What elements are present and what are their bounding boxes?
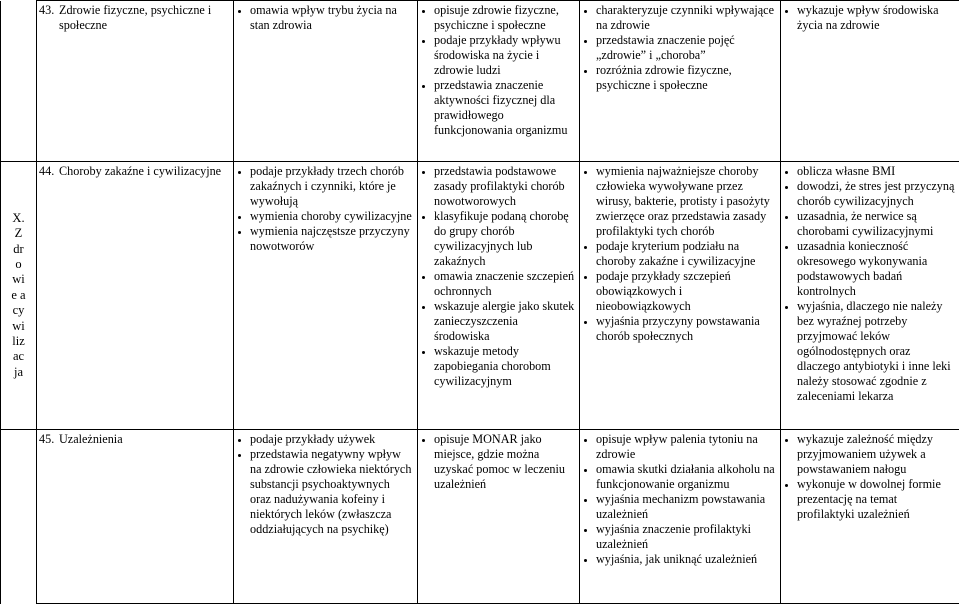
requirements-cell bbox=[580, 162, 781, 430]
lesson-topic: Choroby zakaźne i cywilizacyjne bbox=[59, 164, 222, 178]
list-item: • podaje przykłady wpływu środowiska na życie i zdrowie ludzi bbox=[434, 33, 575, 78]
list-item: • opisuje wpływ palenia tytoniu na zdrowie bbox=[596, 432, 776, 462]
requirements-cell bbox=[418, 1, 580, 162]
list-item: • omawia znaczenie szczepień ochronnych bbox=[434, 269, 575, 299]
list-item: • wykazuje wpływ środowiska życia na zdrowie bbox=[797, 3, 955, 33]
list-item: • wyjaśnia mechanizm powstawania uzależnień bbox=[596, 492, 776, 522]
topic-cell bbox=[37, 430, 234, 604]
list-item: • dowodzi, że stres jest przyczyną chorób cywilizacyjnych bbox=[797, 179, 955, 209]
list-item: • wyjaśnia znaczenie profilaktyki uzależnień bbox=[596, 522, 776, 552]
table-row bbox=[1, 430, 959, 604]
list-item: • wymienia najważniejsze choroby człowieka wywoływane przez wirusy, bakterie, protisty i pasożyty zwierzęce oraz przedstawia zasady profilaktyki tych chorób bbox=[596, 164, 776, 239]
list-item: • przedstawia znaczenie pojęć „zdrowie” i „choroba” bbox=[596, 33, 776, 63]
list-item: • opisuje MONAR jako miejsce, gdzie można uzyskać pomoc w leczeniu uzależnień bbox=[434, 432, 575, 492]
requirements-cell bbox=[580, 430, 781, 604]
requirements-cell bbox=[234, 1, 418, 162]
requirements-cell bbox=[234, 162, 418, 430]
list-item: • podaje przykłady trzech chorób zakaźnych i czynniki, które je wywołują bbox=[250, 164, 413, 209]
table-row bbox=[1, 162, 959, 430]
topic-cell bbox=[37, 162, 234, 430]
list-item: • wymienia najczęstsze przyczyny nowotworów bbox=[250, 224, 413, 254]
lesson-number: 44. bbox=[39, 164, 55, 178]
list-item: • wyjaśnia przyczyny powstawania chorób społecznych bbox=[596, 314, 776, 344]
list-item: • przedstawia znaczenie aktywności fizycznej dla prawidłowego funkcjonowania organizmu bbox=[434, 78, 575, 138]
list-item: • wyjaśnia, dlaczego nie należy bez wyraźnej potrzeby przyjmować leków ogólnodostępnych oraz dlaczego antybiotyki i inne leki należy stosować zgodnie z zaleceniami lekarza bbox=[797, 299, 955, 404]
list-item: • przedstawia negatywny wpływ na zdrowie człowieka niektórych substancji psychoaktywnych oraz nadużywania kofeiny i niektórych leków (zwłaszcza oddziałujących na psychikę) bbox=[250, 447, 413, 537]
list-item: • opisuje zdrowie fizyczne, psychiczne i społeczne bbox=[434, 3, 575, 33]
list-item: • uzasadnia, że nerwice są chorobami cywilizacyjnymi bbox=[797, 209, 955, 239]
list-item: • charakteryzuje czynniki wpływające na zdrowie bbox=[596, 3, 776, 33]
lesson-topic: Zdrowie fizyczne, psychiczne i społeczne bbox=[59, 3, 212, 32]
list-item: • omawia wpływ trybu życia na stan zdrowia bbox=[250, 3, 413, 33]
list-item: • uzasadnia konieczność okresowego wykonywania podstawowych badań kontrolnych bbox=[797, 239, 955, 299]
list-item: • oblicza własne BMI bbox=[797, 164, 955, 179]
section-label: X. Z dr o wi e a cy wi liz ac ja bbox=[11, 210, 26, 379]
requirements-cell bbox=[234, 430, 418, 604]
list-item: • podaje przykłady szczepień obowiązkowych i nieobowiązkowych bbox=[596, 269, 776, 314]
requirements-cell bbox=[418, 162, 580, 430]
list-item: • klasyfikuje podaną chorobę do grupy chorób cywilizacyjnych lub zakaźnych bbox=[434, 209, 575, 269]
lesson-number: 43. bbox=[39, 3, 55, 17]
lesson-number: 45. bbox=[39, 432, 55, 446]
requirements-cell bbox=[580, 1, 781, 162]
requirements-cell bbox=[781, 1, 959, 162]
section-cell-empty bbox=[1, 1, 37, 162]
list-item: • wskazuje metody zapobiegania chorobom cywilizacyjnym bbox=[434, 344, 575, 389]
requirements-cell bbox=[418, 430, 580, 604]
list-item: • wyjaśnia, jak uniknąć uzależnień bbox=[596, 552, 776, 567]
section-label-cell bbox=[1, 162, 37, 430]
list-item: • podaje przykłady używek bbox=[250, 432, 413, 447]
table-row bbox=[1, 1, 959, 162]
topic-cell bbox=[37, 1, 234, 162]
requirements-cell bbox=[781, 162, 959, 430]
list-item: • wykonuje w dowolnej formie prezentację na temat profilaktyki uzależnień bbox=[797, 477, 955, 522]
list-item: • wskazuje alergie jako skutek zanieczyszczenia środowiska bbox=[434, 299, 575, 344]
lesson-topic: Uzależnienia bbox=[59, 432, 123, 446]
list-item: • omawia skutki działania alkoholu na funkcjonowanie organizmu bbox=[596, 462, 776, 492]
list-item: • wymienia choroby cywilizacyjne bbox=[250, 209, 413, 224]
section-cell-empty bbox=[1, 430, 37, 604]
list-item: • rozróżnia zdrowie fizyczne, psychiczne i społeczne bbox=[596, 63, 776, 93]
list-item: • wykazuje zależność między przyjmowaniem używek a powstawaniem nałogu bbox=[797, 432, 955, 477]
list-item: • przedstawia podstawowe zasady profilaktyki chorób nowotworowych bbox=[434, 164, 575, 209]
list-item: • podaje kryterium podziału na choroby zakaźne i cywilizacyjne bbox=[596, 239, 776, 269]
requirements-cell bbox=[781, 430, 959, 604]
